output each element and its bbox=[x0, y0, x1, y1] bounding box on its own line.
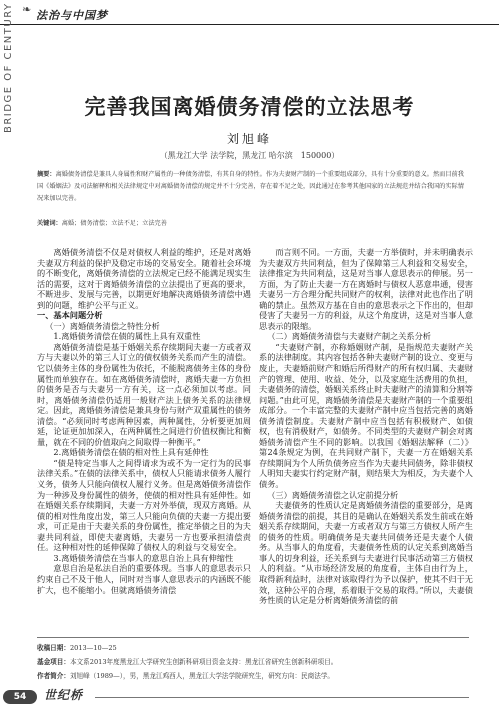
article-title: 完善我国离婚债务清偿的立法思考 bbox=[84, 95, 415, 119]
section-heading: （一）离婚债务清偿之特性分析 bbox=[45, 320, 160, 331]
fund-note bbox=[37, 655, 469, 669]
paragraph: 离婚债务清偿是基于婚姻关系存续期间夫妻一方或者双方与夫妻以外的第三人订立的债权债务关系而产生的清偿。它以债务主体的身份属性为依托，不能脱离债务主体的身份属性而单独存在。如在离婚债务清偿时，离婚夫妻一方负担的债务是否与夫妻另一方有关，这一点必须加以考虑。同时，离婚债务清偿仍适用一般财产法上债务关系的法律规定。因此，离婚债务清偿是兼具身份与财产双重属性的债务清偿。“必须同时考虑两种因素，两种属性，分析要更加周延，论证更加加深入，在两种属性之间进行价值权衡比和衡量，就在不同的价值取向之间取得一种衡平。” bbox=[37, 341, 251, 447]
header-ornament-icon: ❧ bbox=[22, 3, 32, 16]
author-note bbox=[37, 669, 469, 683]
paragraph: 离婚债务清偿不仅是对债权人利益的维护，还是对离婚夫妻双方利益的保护及稳定市场的交易安全。随着社会环境的不断变化，离婚债务清偿的立法规定已经不能满足现实生活的需要，这对于离婚债务清偿的立法提出了更高的要求，不断进步、发展与完善，以期更好地解决离婚债务清偿中遇到的问题，维护公平与正义。 bbox=[37, 247, 251, 310]
body-column-right bbox=[259, 247, 473, 606]
footnotes bbox=[37, 641, 469, 683]
paragraph: 3.离婚债务清偿在当事人的意思自治上具有伸缩性 bbox=[53, 552, 234, 563]
paragraph: 2.离婚债务清偿在债的相对性上具有延伸性 bbox=[53, 447, 209, 458]
abstract bbox=[37, 169, 469, 205]
paragraph: 而言则不同。一方面，夫妻一方举债时，并未明确表示为夫妻双方共同利益，但为了保障第三人利益和交易安全，法律推定为共同利益，这是对当事人意思表示的伸展。另一方面，为了防止夫妻一方在离婚时与债权人恶意串通，侵害夫妻另一方合理分配共同财产的权利，法律对此也作出了明确的禁止。虽然双方基在自由的意思表示之下作出的，但却侵害了夫妻另一方的利益，从这个角度讲，这是对当事人意思表示的限缩。 bbox=[259, 247, 473, 331]
author-affiliation: （黑龙江大学 法学院，黑龙江 哈尔滨 150000） bbox=[159, 151, 340, 160]
paragraph: “夫妻财产制，亦称婚姻财产制，是指规范夫妻财产关系的法律制度。其内容包括各种夫妻财产制的设立、变更与废止，夫妻婚前财产和婚后所得财产的所有权归属、夫妻财产的管理、使用、收益、处分，以及家庭生活费用的负担，夫妻债务的清偿，婚姻关系终止时夫妻财产的清算和分割等问题。”由此可见，离婚债务清偿是夫妻财产制的一个重要组成部分。一个丰富完整的夫妻财产制中应当包括完善的离婚债务清偿制度。夫妻财产制中应当包括有积极财产、如债权，也有消极财产，如债务。不同类型的夫妻财产制会对离婚债务清偿产生不同的影响。以我国《婚姻法解释（二）》第24条规定为例，在共同财产制下，夫妻一方在婚姻关系存续期间为个人所负债务应当作为夫妻共同债务，除非债权人明知夫妻实行约定财产制，则结果大为相反，为夫妻个人债务。 bbox=[259, 341, 473, 490]
author-bio-text: 刘旭峰（1989—），男，黑龙江鸡西人，黑龙江大学法学院研究生，研究方向：民商法学。 bbox=[69, 672, 335, 680]
received-note bbox=[37, 641, 469, 655]
header-rule bbox=[0, 24, 499, 25]
author-bio-label: 作者简介： bbox=[37, 672, 70, 680]
received-date: 2013—10—25 bbox=[69, 644, 117, 652]
keywords bbox=[37, 218, 167, 227]
journal-name: 世纪桥 bbox=[44, 688, 84, 702]
paragraph: 1.离婚债务清偿在债的属性上具有双重性 bbox=[53, 331, 201, 342]
article-author: 刘旭峰 bbox=[226, 132, 272, 146]
received-label: 收稿日期： bbox=[37, 644, 70, 652]
footer-rule bbox=[95, 697, 469, 698]
fund-text: 本文系2013年度黑龙江大学研究生创新科研项目资金支持：黑龙江省研究生创新科研项目。 bbox=[69, 658, 338, 666]
keywords-text: 离婚；债务清偿；立法不足；立法完善 bbox=[61, 220, 167, 227]
abstract-text: 离婚债务清偿是兼具人身属性和财产属性的一种债务清偿，有其自身的特性。作为夫妻财产制的一个重要组成部分，具有十分重要的意义。然而目前我国《婚姻法》及司法解释和相关法律规定中对离婚债务清偿的规定并不十分完善，存在着不足之处，因此通过在参考其他国家的立法规范并结合我国的实际情况来加以完善。 bbox=[37, 171, 464, 202]
section-heading: （三）离婚债务清偿之认定前提分析 bbox=[267, 489, 399, 500]
vertical-journal-banner: BRIDGE OF CENTURY bbox=[3, 2, 14, 133]
paragraph: “债是特定当事人之间得请求为或不为一定行为的民事法律关系。”在债的法律关系中，债权人只能请求债务人履行义务，债务人只能向债权人履行义务。但是离婚债务清偿作为一种涉及身份属性的债务，使债的相对性具有延伸性。如在婚姻关系存续期间，夫妻一方对外举债，现双方离婚。从债的相对性角度出发，第三人只能向负债的夫妻一方提出要求，可正是由于夫妻关系的身份属性，推定举债之目的为夫妻共同利益，即使夫妻离婚，夫妻另一方也要承担清偿责任。这种相对性的延伸保障了债权人的利益与交易安全。 bbox=[37, 457, 251, 553]
footnote-rule bbox=[37, 637, 469, 638]
section-label: 法治与中国梦 bbox=[36, 9, 108, 22]
paragraph: 夫妻债务的性质认定是离婚债务清偿的重要部分，是离婚债务清偿的前提，其目的是确认在婚姻关系发生前或在婚姻关系存续期间，夫妻一方或者双方与第三方债权人所产生的债务的性质。明确债务是夫妻共同债务还是夫妻个人债务。从当事人的角度看，夫妻债务性质的认定关系到离婚当事人的切身利益，还关系到与夫妻进行民事活动第三方债权人的利益。“从市场经济发展的角度看，主体自由行为上，取得新利益时，法律对该取得行为予以保护，使其不归于无效，这种公平的合理，系着眼于交易的取得。”所以，夫妻债务性质的认定是分析离婚债务清偿的前 bbox=[259, 500, 473, 606]
abstract-label: 摘要： bbox=[37, 171, 56, 178]
section-heading: 一、基本问题分析 bbox=[37, 310, 103, 321]
body-column-left bbox=[37, 247, 251, 595]
keywords-label: 关键词： bbox=[37, 220, 62, 227]
section-heading: （二）离婚债务清偿与夫妻财产制之关系分析 bbox=[267, 331, 431, 342]
page-number: 54 bbox=[3, 690, 37, 704]
fund-label: 基金项目： bbox=[37, 658, 70, 666]
paragraph: 意思自治是私法自治的重要体现。当事人的意思表示只约束自己不及于他人，同时对当事人意思表示的内涵既不能扩大，也不能缩小。但就离婚债务清偿 bbox=[37, 563, 251, 595]
